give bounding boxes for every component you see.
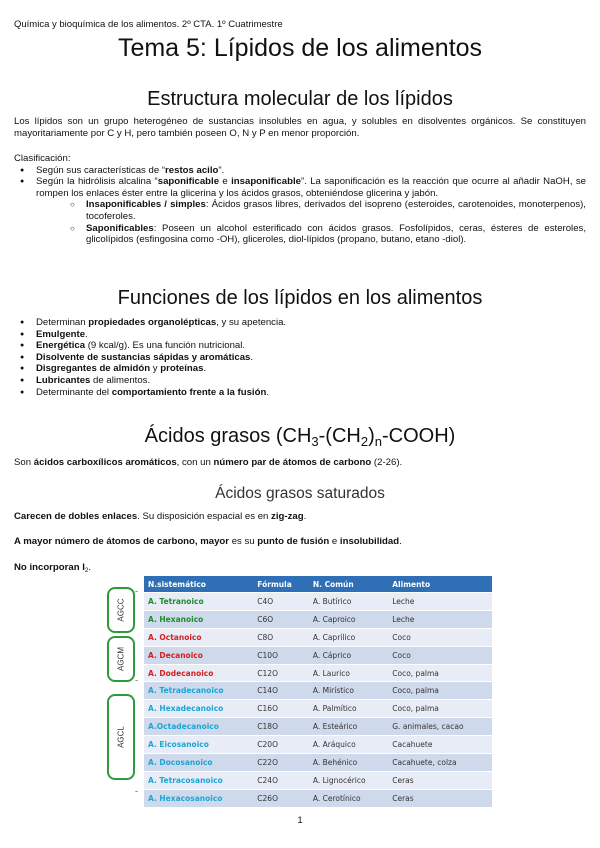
table-cell: A. Docosanoico <box>144 754 253 772</box>
table-cell: A. Aráquico <box>309 736 388 754</box>
funciones-block <box>14 317 586 398</box>
funciones-list <box>14 317 586 398</box>
table-row <box>144 754 492 772</box>
table-cell: C14O <box>253 682 309 700</box>
section-heading-funciones: Funciones de los lípidos en los alimentos <box>117 287 483 309</box>
list-item: ● Emulgente. <box>14 329 586 341</box>
saturados-line-1: Carecen de dobles enlaces. Su disposición espacial es en zig-zag. <box>14 511 307 522</box>
intro-paragraph: Los lípidos son un grupo heterogéneo de sustancias insolubles en agua, y solubles en disolventes orgánicos. Se constituyen mayoritariamente por C y H, pero también poseen O, N y P en menor proporción. <box>14 116 586 139</box>
table-cell: A. Laurico <box>309 664 388 682</box>
saturados-line-3: No incorporan $I_2$. <box>14 562 92 574</box>
table-cell: A. Tetracosanoico <box>144 771 253 789</box>
table-row <box>144 610 492 628</box>
table-row <box>144 664 492 682</box>
table-cell: Coco, palma <box>388 700 492 718</box>
column-header: N.sistemático <box>144 576 253 593</box>
page-number: 1 <box>297 815 303 826</box>
list-item: ● Lubricantes de alimentos. <box>14 375 586 387</box>
table-cell: A. Caproico <box>309 610 388 628</box>
table-cell: C4O <box>253 593 309 611</box>
dash-marker: - <box>135 786 138 796</box>
section-heading-acidos-grasos: Ácidos grasos $(CH_3-(CH_2)_n-COOH)$ <box>144 425 456 449</box>
table-cell: Ceras <box>388 771 492 789</box>
list-item: ● Determinante del comportamiento frente a la fusión. <box>14 387 586 399</box>
sub-list <box>36 199 586 245</box>
table-row <box>144 700 492 718</box>
list-item: ● Disolvente de sustancias sápidas y aromáticas. <box>14 352 586 364</box>
table-row <box>144 736 492 754</box>
table-cell: C18O <box>253 718 309 736</box>
acidos-grasos-paragraph: Son ácidos carboxílicos aromáticos, con un número par de átomos de carbono (2-26). <box>14 457 403 468</box>
table-cell: C22O <box>253 754 309 772</box>
table-cell: Leche <box>388 610 492 628</box>
list-item: ● Determinan propiedades organolépticas, y su apetencia. <box>14 317 586 329</box>
table-header-row <box>144 576 492 593</box>
table-cell: A.Octadecanoico <box>144 718 253 736</box>
table-row <box>144 771 492 789</box>
table-row <box>144 593 492 611</box>
table-cell: A. Dodecanoico <box>144 664 253 682</box>
table-cell: Cacahuete <box>388 736 492 754</box>
table-cell: Cacahuete, colza <box>388 754 492 772</box>
column-header: N. Común <box>309 576 388 593</box>
table-cell: A. Behénico <box>309 754 388 772</box>
table-cell: A. Octanoico <box>144 628 253 646</box>
list-item: ● Según sus características de “restos acilo”. <box>14 165 586 177</box>
table-cell: A. Hexanoico <box>144 610 253 628</box>
column-header: Fórmula <box>253 576 309 593</box>
table-cell: A. Esteárico <box>309 718 388 736</box>
table-cell: A. Decanoico <box>144 646 253 664</box>
table-cell: A. Eicosanoico <box>144 736 253 754</box>
table-cell: A. Mirístico <box>309 682 388 700</box>
list-item: ○ Insaponificables / simples: Ácidos grasos libres, derivados del isopreno (esteroides, carotenoides, monoterpenos), tocoferoles. <box>64 199 586 222</box>
table-cell: C12O <box>253 664 309 682</box>
list-item: ● Disgregantes de almidón y proteínas. <box>14 363 586 375</box>
table-cell: A. Caprílico <box>309 628 388 646</box>
table-cell: Coco <box>388 646 492 664</box>
table-cell: A. Butírico <box>309 593 388 611</box>
table-cell: A. Tetranoico <box>144 593 253 611</box>
table-row <box>144 646 492 664</box>
section-heading-estructura: Estructura molecular de los lípidos <box>147 88 453 110</box>
page-title: Tema 5: Lípidos de los alimentos <box>117 34 483 62</box>
list-item: ○ Saponificables: Poseen un alcohol esterificado con ácidos grasos. Fosfolípidos, ceras, ésteres de esteroles, glicolípidos (esfingosina como -OH), gliceroles, diol-lípidos (propano, butano, etano -diol). <box>64 223 586 246</box>
table-row <box>144 718 492 736</box>
table-row <box>144 628 492 646</box>
column-header: Alimento <box>388 576 492 593</box>
table-cell: A. Cerotínico <box>309 789 388 806</box>
table-cell: A. Tetradecanoico <box>144 682 253 700</box>
list-item: ● Según la hidrólisis alcalina “saponificable e insaponificable”. La saponificación es la reacción que ocurre al añadir NaOH, se rompen los enlaces éster entre la glicerina y los ácidos grasos, obteniéndose glicerina y jabón. ○ Insaponificables / simples: Ácidos grasos libres, derivados del isopreno (esteroides, carotenoides, monoterpenos), tocoferoles. ○ Saponificables: Poseen un alcohol esterificado con ácidos grasos. Fosfolípidos, ceras, ésteres de esteroles, glicolípidos (esfingosina como -OH), gliceroles, diol-lípidos (propano, butano, etano -diol). <box>14 176 586 246</box>
table-cell: A. Cáprico <box>309 646 388 664</box>
table-cell: Coco, palma <box>388 664 492 682</box>
table-cell: Ceras <box>388 789 492 806</box>
dash-marker: - <box>135 586 138 596</box>
table-cell: C20O <box>253 736 309 754</box>
page-header: Química y bioquímica de los alimentos. 2º CTA. 1º Cuatrimestre <box>14 19 283 30</box>
table-cell: C6O <box>253 610 309 628</box>
table-cell: Coco <box>388 628 492 646</box>
table-cell: A. Hexacosanoico <box>144 789 253 806</box>
subheading-saturados: Ácidos grasos saturados <box>215 485 385 502</box>
table-cell: C10O <box>253 646 309 664</box>
clasificacion-list <box>14 165 586 246</box>
table-cell: C24O <box>253 771 309 789</box>
group-bracket-agcm: AGCM <box>107 636 135 682</box>
table-cell: C8O <box>253 628 309 646</box>
saturados-line-2: A mayor número de átomos de carbono, mayor es su punto de fusión e insolubilidad. <box>14 536 402 547</box>
table-cell: Coco, palma <box>388 682 492 700</box>
table-row <box>144 789 492 806</box>
table-cell: A. Hexadecanoico <box>144 700 253 718</box>
fatty-acids-table <box>144 576 492 807</box>
list-item: ● Energética (9 kcal/g). Es una función nutricional. <box>14 340 586 352</box>
table-cell: G. animales, cacao <box>388 718 492 736</box>
group-bracket-agcl: AGCL <box>107 694 135 780</box>
table-cell: C16O <box>253 700 309 718</box>
clasificacion-label: Clasificación: <box>14 153 71 164</box>
dash-marker: - <box>135 675 138 685</box>
table-cell: Leche <box>388 593 492 611</box>
table-cell: A. Palmítico <box>309 700 388 718</box>
group-bracket-agcc: AGCC <box>107 587 135 633</box>
table-cell: A. Lignocérico <box>309 771 388 789</box>
clasificacion-block <box>14 153 586 246</box>
table-row <box>144 682 492 700</box>
table-cell: C26O <box>253 789 309 806</box>
